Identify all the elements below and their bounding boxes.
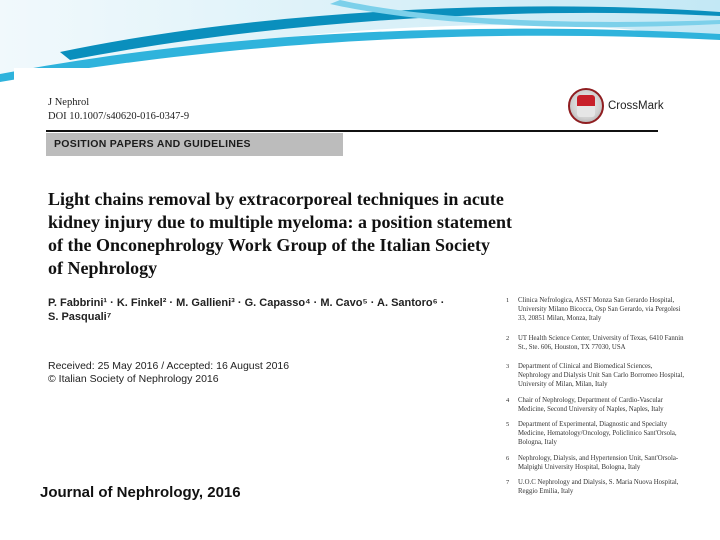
section-label: POSITION PAPERS AND GUIDELINES [46,133,343,156]
author-line: P. Fabbrini¹ · K. Finkel² · M. Gallieni³ · G. Capasso⁴ · M. Cavo⁵ · A. Santoro⁶ · [48,297,445,309]
affiliation-line: Medicine, Hematology/Oncology, Policlinico Sant'Orsola, [518,430,677,437]
affiliation-text [518,362,706,389]
affiliation-number: 7 [506,479,510,486]
affiliation-item [506,296,706,323]
affiliation-line: University of Milan, Milan, Italy [518,381,608,388]
journal-meta [48,96,189,124]
header-rule [46,130,658,132]
affiliation-line: Bologna, Italy [518,439,557,446]
affiliation-line: UT Health Science Center, University of Texas, 6410 Fannin [518,335,684,342]
affiliation-item [506,454,706,472]
affiliation-text [518,454,706,472]
title-line: of the Onconephrology Work Group of the Italian Society [48,235,491,255]
affiliation-line: 33, 20851 Milan, Monza, Italy [518,315,602,322]
affiliation-line: University Milano Bicocca, Osp San Gerardo, via Pergolesi [518,306,681,313]
affiliation-text [518,396,706,414]
affiliation-number: 4 [506,397,510,404]
affiliation-line: Department of Clinical and Biomedical Sciences, [518,363,653,370]
affiliation-line: Chair of Nephrology, Department of Cardio-Vascular [518,397,663,404]
affiliation-line: Medicine, Second University of Naples, Naples, Italy [518,406,664,413]
crossmark-badge[interactable] [568,88,664,124]
affiliation-line: Department of Experimental, Diagnostic and Specialty [518,421,668,428]
publication-dates [48,360,289,386]
journal-name: J Nephrol [48,97,90,108]
affiliation-text [518,334,706,352]
received-accepted: Received: 25 May 2016 / Accepted: 16 August 2016 [48,360,290,372]
affiliation-number: 2 [506,335,510,342]
title-line: of Nephrology [48,258,158,278]
affiliation-item [506,362,706,389]
author-list [48,296,478,324]
crossmark-icon [568,88,604,124]
affiliation-item [506,396,706,414]
affiliation-line: Malpighi University Hospital, Bologna, Italy [518,464,641,471]
affiliation-line: Nephrology, Dialysis, and Hypertension Unit, Sant'Orsola- [518,455,679,462]
affiliation-item [506,478,706,496]
affiliation-number: 5 [506,421,510,428]
copyright: © Italian Society of Nephrology 2016 [48,373,219,385]
title-line: kidney injury due to multiple myeloma: a position statement [48,212,513,232]
affiliation-line: Reggio Emilia, Italy [518,488,574,495]
crossmark-label: CrossMark [608,100,664,112]
affiliation-number: 1 [506,297,510,304]
title-line: Light chains removal by extracorporeal techniques in acute [48,189,504,209]
affiliation-line: Clinica Nefrologica, ASST Monza San Gerardo Hospital, [518,297,675,304]
affiliation-text [518,420,706,447]
affiliation-line: St., Ste. 606, Houston, TX 77030, USA [518,344,626,351]
journal-doi[interactable]: DOI 10.1007/s40620-016-0347-9 [48,111,190,122]
affiliation-text [518,296,706,323]
affiliation-number: 6 [506,455,510,462]
affiliation-item [506,334,706,352]
author-line: S. Pasquali⁷ [48,311,112,323]
affiliation-line: Nephrology and Dialysis Unit San Carlo Borromeo Hospital, [518,372,685,379]
slide-caption: Journal of Nephrology, 2016 [40,484,241,501]
affiliation-text [518,478,706,496]
paper-title [48,188,568,280]
affiliation-item [506,420,706,447]
affiliation-number: 3 [506,363,510,370]
affiliation-line: U.O.C Nephrology and Dialysis, S. Maria Nuova Hospital, [518,479,679,486]
